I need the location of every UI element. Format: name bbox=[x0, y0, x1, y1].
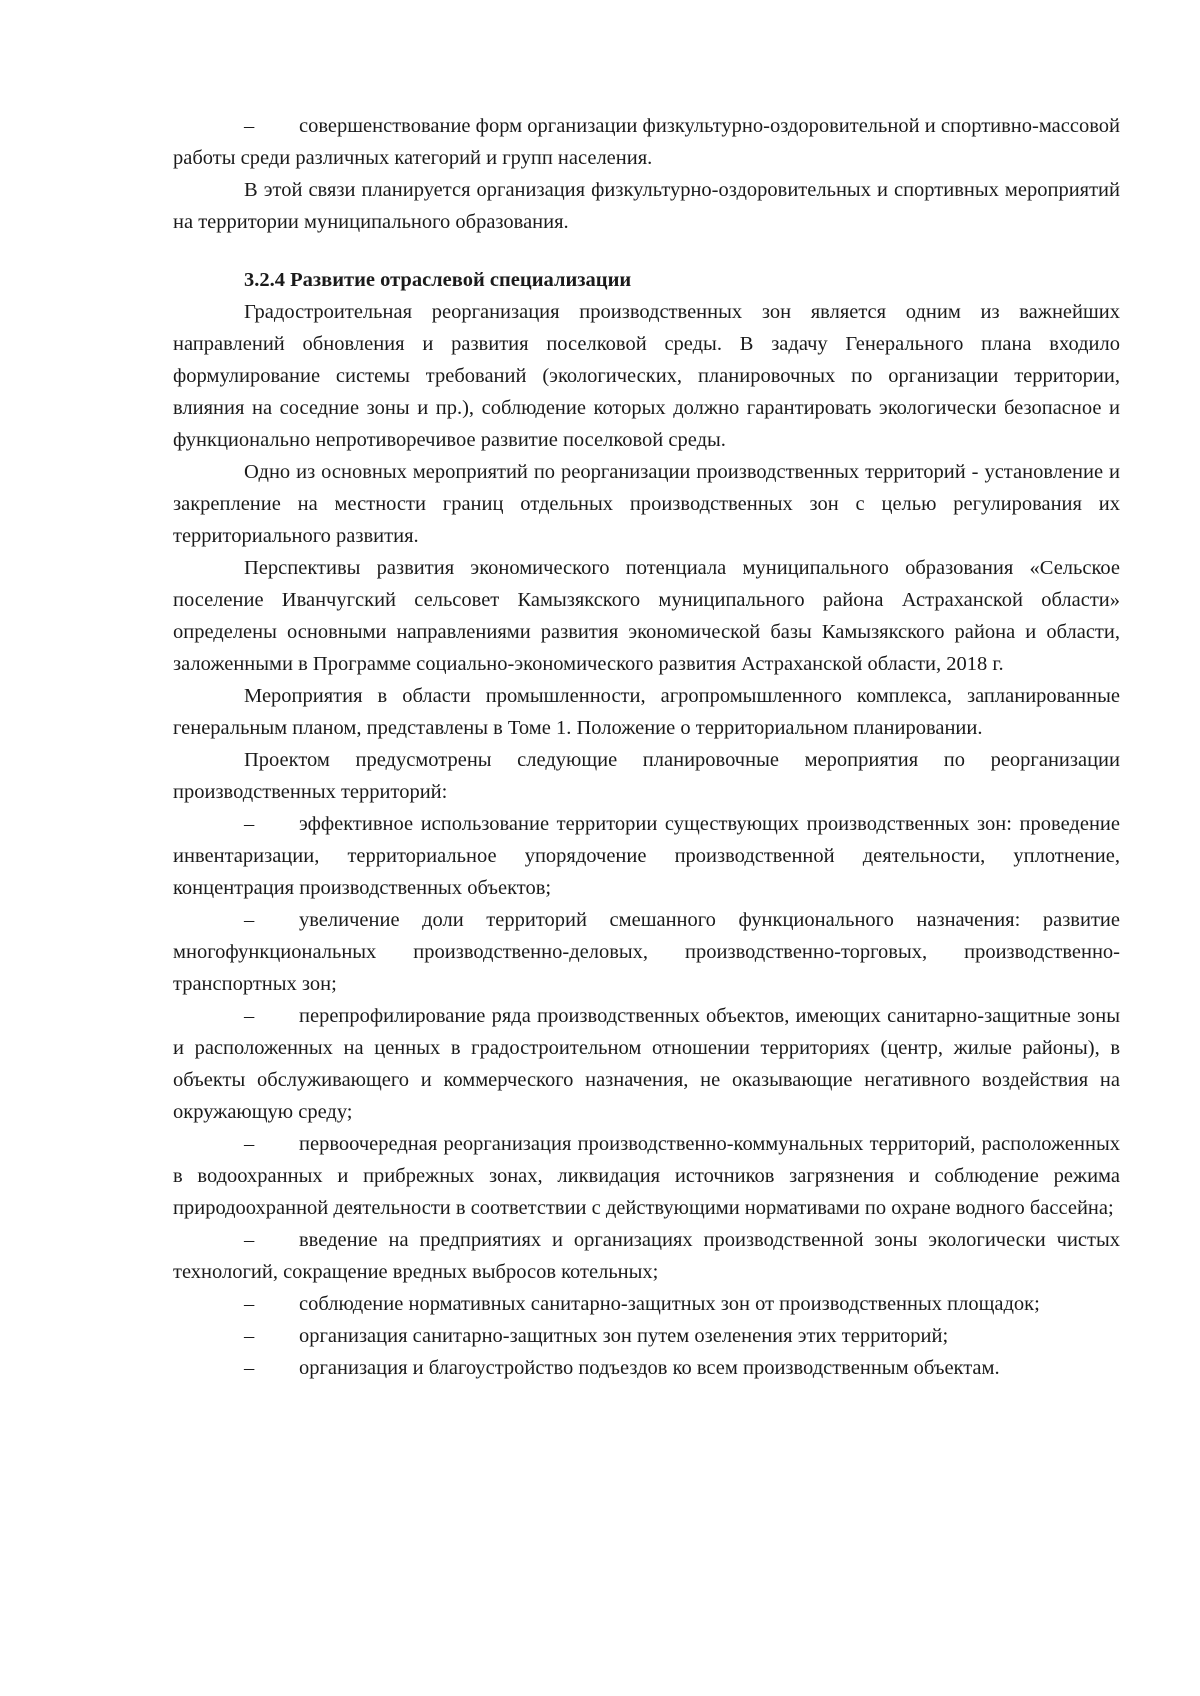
bullet-item bbox=[173, 1128, 1120, 1224]
dash-marker: – bbox=[244, 1005, 255, 1027]
bullet-text: увеличение доли территорий смешанного функционального назначения: развитие многофункциональных производственно-деловых, производственно-торговых, производственно- транспортных зон; bbox=[173, 909, 1120, 995]
section-body bbox=[173, 296, 1120, 1384]
bullet-item bbox=[173, 1224, 1120, 1288]
bullet-text: введение на предприятиях и организациях производственной зоны экологически чистых технологий, сокращение вредных выбросов котельных; bbox=[173, 1229, 1120, 1283]
section-heading: 3.2.4 Развитие отраслевой специализации bbox=[244, 269, 632, 291]
document-page bbox=[173, 110, 1120, 1384]
dash-marker: – bbox=[244, 1325, 255, 1347]
top-block bbox=[173, 110, 1120, 238]
bullet-text: совершенствование форм организации физкультурно-оздоровительной и спортивно-массовой работы среди различных категорий и групп населения. bbox=[173, 115, 1120, 169]
bullet-item bbox=[173, 808, 1120, 904]
dash-marker: – bbox=[244, 1133, 255, 1155]
paragraph: Перспективы развития экономического потенциала муниципального образования «Сельское поселение Иванчугский сельсовет Камызякского муниципального района Астраханской области» определены основными направлениями развития экономической базы Камызякского района и области, заложенными в Программе социально-экономического развития Астраханской области, 2018 г. bbox=[173, 557, 1120, 675]
bullet-text: перепрофилирование ряда производственных объектов, имеющих санитарно-защитные зоны и расположенных на ценных в градостроительном отношении территориях (центр, жилые районы), в объекты обслуживающего и коммерческого назначения, не оказывающие негативного воздействия на окружающую среду; bbox=[173, 1005, 1120, 1123]
paragraph: Мероприятия в области промышленности, агропромышленного комплекса, запланированные генеральным планом, представлены в Томе 1. Положение о территориальном планировании. bbox=[173, 685, 1120, 739]
dash-marker: – bbox=[244, 115, 255, 137]
bullet-item bbox=[173, 110, 1120, 174]
dash-marker: – bbox=[244, 1229, 255, 1251]
bullet-text: соблюдение нормативных санитарно-защитных зон от производственных площадок; bbox=[299, 1293, 1040, 1315]
bullet-item bbox=[173, 1352, 1120, 1384]
paragraph: В этой связи планируется организация физкультурно-оздоровительных и спортивных мероприятий на территории муниципального образования. bbox=[173, 179, 1120, 233]
bullet-item bbox=[173, 1000, 1120, 1128]
bullet-text: первоочередная реорганизация производственно-коммунальных территорий, расположенных в водоохранных и прибрежных зонах, ликвидация источников загрязнения и соблюдение режима природоохранной деятельности в соответствии с действующими нормативами по охране водного бассейна; bbox=[173, 1133, 1120, 1219]
bullet-text: эффективное использование территории существующих производственных зон: проведение инвентаризации, территориальное упорядочение производственной деятельности, уплотнение, концентрация производственных объектов; bbox=[173, 813, 1120, 899]
bullet-item bbox=[173, 1288, 1120, 1320]
paragraph: Одно из основных мероприятий по реорганизации производственных территорий - установление и закрепление на местности границ отдельных производственных зон с целью регулирования их территориального развития. bbox=[173, 461, 1120, 547]
bullet-text: организация санитарно-защитных зон путем озеленения этих территорий; bbox=[299, 1325, 949, 1347]
bullet-item bbox=[173, 1320, 1120, 1352]
dash-marker: – bbox=[244, 1357, 255, 1379]
bullet-text: организация и благоустройство подъездов ко всем производственным объектам. bbox=[299, 1357, 1000, 1379]
dash-marker: – bbox=[244, 813, 255, 835]
dash-marker: – bbox=[244, 909, 255, 931]
paragraph: Градостроительная реорганизация производственных зон является одним из важнейших направлений обновления и развития поселковой среды. В задачу Генерального плана входило формулирование системы требований (экологических, планировочных по организации территории, влияния на соседние зоны и пр.), соблюдение которых должно гарантировать экологически безопасное и функционально непротиворечивое развитие поселковой среды. bbox=[173, 301, 1120, 451]
paragraph: Проектом предусмотрены следующие планировочные мероприятия по реорганизации производственных территорий: bbox=[173, 749, 1120, 803]
bullet-item bbox=[173, 904, 1120, 1000]
dash-marker: – bbox=[244, 1293, 255, 1315]
